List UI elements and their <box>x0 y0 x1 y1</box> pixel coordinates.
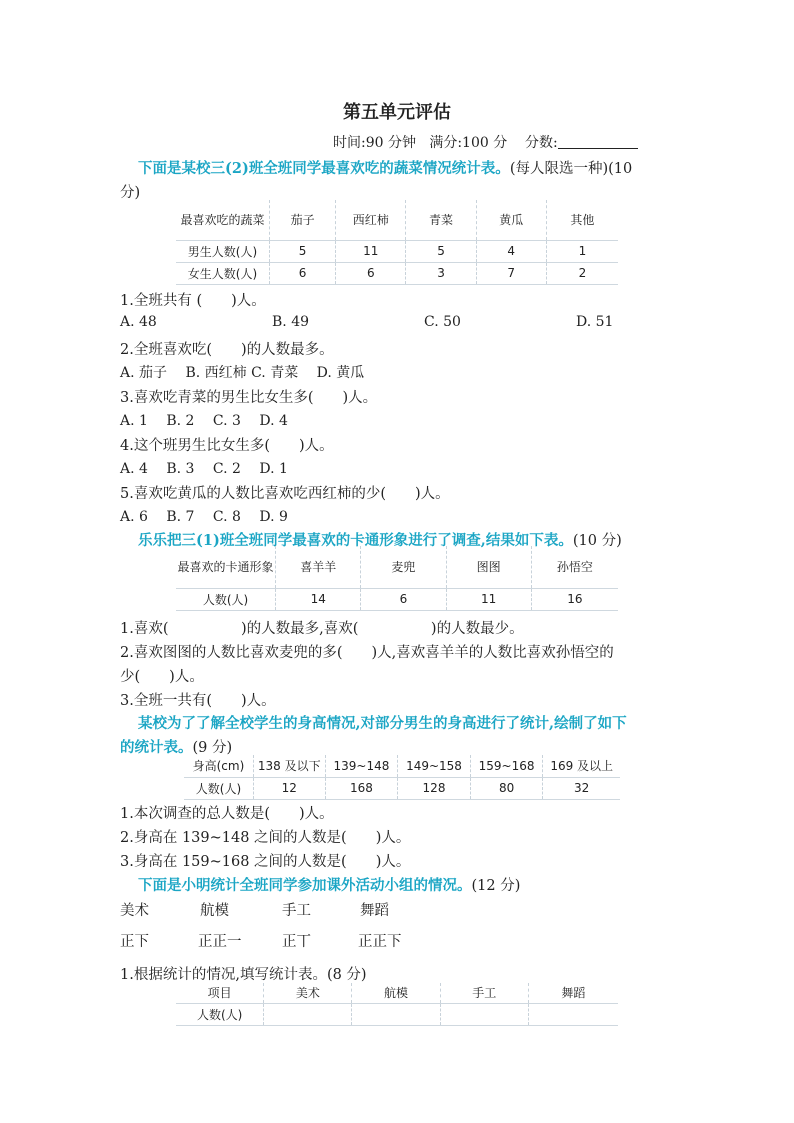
time-limit: 时间:90 分钟 <box>333 135 416 151</box>
question-1-2-options[interactable]: A. 茄子 B. 西红柿 C. 青菜 D. 黄瓜 <box>120 365 365 381</box>
table-cell: 喜羊羊 <box>276 546 361 588</box>
answer-cell[interactable] <box>528 1003 618 1025</box>
table-cell: 舞蹈 <box>528 983 618 1003</box>
question-3-3: 3.身高在 159~168 之间的人数是( )人。 <box>120 854 411 870</box>
page-title: 第五单元评估 <box>343 102 451 123</box>
table-cell: 茄子 <box>269 200 335 240</box>
table-cell: 14 <box>276 588 361 610</box>
table-cell: 其他 <box>546 200 618 240</box>
question-2-3: 3.全班一共有( )人。 <box>120 693 276 709</box>
answer-cell[interactable] <box>352 1003 440 1025</box>
table-cell: 169 及以上 <box>543 755 620 777</box>
table-cell: 项目 <box>176 983 264 1003</box>
question-1-4: 4.这个班男生比女生多( )人。 <box>120 438 334 454</box>
activity-label: 航模 <box>200 903 229 919</box>
question-1-4-options[interactable]: A. 4 B. 3 C. 2 D. 1 <box>120 461 288 477</box>
table-cell: 1 <box>546 240 618 262</box>
question-1-2: 2.全班喜欢吃( )的人数最多。 <box>120 342 334 358</box>
activity-label: 舞蹈 <box>360 903 389 919</box>
tally-mark: 正下 <box>120 934 149 950</box>
question-3-2: 2.身高在 139~148 之间的人数是( )人。 <box>120 830 411 846</box>
table-cell: 6 <box>269 262 335 284</box>
section-3-intro: 某校为了了解全校学生的身高情况,对部分男生的身高进行了统计,绘制了如下 <box>138 715 627 732</box>
table-cell: 139~148 <box>325 755 398 777</box>
tally-mark: 正丅 <box>282 934 311 950</box>
table-cell: 138 及以下 <box>253 755 325 777</box>
table-cell: 7 <box>476 262 546 284</box>
question-1-1: 1.全班共有 ( )人。 <box>120 293 266 309</box>
question-1-5-options[interactable]: A. 6 B. 7 C. 8 D. 9 <box>120 509 288 525</box>
table-cell: 12 <box>253 777 325 799</box>
table-row <box>184 777 620 799</box>
table-cell: 11 <box>336 240 406 262</box>
table-cell: 人数(人) <box>176 1003 264 1025</box>
table-cell: 航模 <box>352 983 440 1003</box>
question-4-1: 1.根据统计的情况,填写统计表。(8 分) <box>120 967 367 983</box>
question-1-3-options[interactable]: A. 1 B. 2 C. 3 D. 4 <box>120 413 288 429</box>
activity-label: 手工 <box>282 903 311 919</box>
section-2-intro: 乐乐把三(1)班全班同学最喜欢的卡通形象进行了调查,结果如下表。(10 分) <box>138 532 622 549</box>
question-1-5: 5.喜欢吃黄瓜的人数比喜欢吃西红柿的少( )人。 <box>120 486 450 502</box>
question-2-1: 1.喜欢( )的人数最多,喜欢( )的人数最少。 <box>120 621 524 637</box>
table-cell: 16 <box>531 588 618 610</box>
option-b[interactable]: B. 49 <box>272 314 310 330</box>
answer-cell[interactable] <box>264 1003 352 1025</box>
table-cell: 美术 <box>264 983 352 1003</box>
tally-mark: 正正下 <box>358 934 402 950</box>
section-3-intro-cont: 的统计表。(9 分) <box>120 739 233 756</box>
table-row <box>176 240 618 262</box>
table-header-row <box>176 546 618 588</box>
full-score: 满分:100 分 <box>429 135 508 151</box>
cartoon-table <box>176 546 618 611</box>
table-cell: 32 <box>543 777 620 799</box>
table-cell: 男生人数(人) <box>176 240 269 262</box>
table-cell: 孙悟空 <box>531 546 618 588</box>
table-cell: 西红柿 <box>336 200 406 240</box>
table-cell: 青菜 <box>406 200 476 240</box>
question-2-2-cont: 少( )人。 <box>120 669 204 685</box>
table-cell: 人数(人) <box>176 588 276 610</box>
table-cell: 女生人数(人) <box>176 262 269 284</box>
score-blank[interactable] <box>558 134 638 149</box>
option-d[interactable]: D. 51 <box>576 314 614 330</box>
height-table <box>184 755 620 800</box>
table-header-row <box>176 200 618 240</box>
table-cell: 11 <box>446 588 531 610</box>
table-cell: 人数(人) <box>184 777 253 799</box>
section-1-intro: 下面是某校三(2)班全班同学最喜欢吃的蔬菜情况统计表。(每人限选一种)(10 <box>138 160 633 177</box>
table-cell: 80 <box>470 777 543 799</box>
table-row <box>176 262 618 284</box>
table-row <box>176 1003 618 1025</box>
section-4-intro: 下面是小明统计全班同学参加课外活动小组的情况。(12 分) <box>138 877 521 894</box>
score-label: 分数: <box>525 135 558 151</box>
table-cell: 手工 <box>440 983 528 1003</box>
table-cell: 2 <box>546 262 618 284</box>
table-cell: 128 <box>398 777 471 799</box>
question-1-3: 3.喜欢吃青菜的男生比女生多( )人。 <box>120 390 378 406</box>
table-cell: 4 <box>476 240 546 262</box>
option-c[interactable]: C. 50 <box>424 314 461 330</box>
tally-mark: 正正一 <box>198 934 242 950</box>
question-3-1: 1.本次调查的总人数是( )人。 <box>120 806 334 822</box>
table-cell: 5 <box>406 240 476 262</box>
table-row <box>176 588 618 610</box>
table-cell: 最喜欢吃的蔬菜 <box>176 200 269 240</box>
section-1-intro-cont: 分) <box>120 185 141 201</box>
table-cell: 6 <box>361 588 446 610</box>
exam-meta <box>333 132 638 152</box>
table-cell: 麦兜 <box>361 546 446 588</box>
table-cell: 身高(cm) <box>184 755 253 777</box>
answer-cell[interactable] <box>440 1003 528 1025</box>
option-a[interactable]: A. 48 <box>120 314 157 330</box>
question-2-2: 2.喜欢图图的人数比喜欢麦兜的多( )人,喜欢喜羊羊的人数比喜欢孙悟空的 <box>120 645 614 661</box>
activity-label: 美术 <box>120 903 149 919</box>
table-cell: 149~158 <box>398 755 471 777</box>
activity-table <box>176 983 618 1026</box>
table-header-row <box>176 983 618 1003</box>
table-cell: 159~168 <box>470 755 543 777</box>
table-cell: 黄瓜 <box>476 200 546 240</box>
table-cell: 3 <box>406 262 476 284</box>
table-cell: 6 <box>336 262 406 284</box>
table-cell: 5 <box>269 240 335 262</box>
table-cell: 最喜欢的卡通形象 <box>176 546 276 588</box>
vegetable-table <box>176 200 618 285</box>
table-header-row <box>184 755 620 777</box>
table-cell: 168 <box>325 777 398 799</box>
table-cell: 图图 <box>446 546 531 588</box>
